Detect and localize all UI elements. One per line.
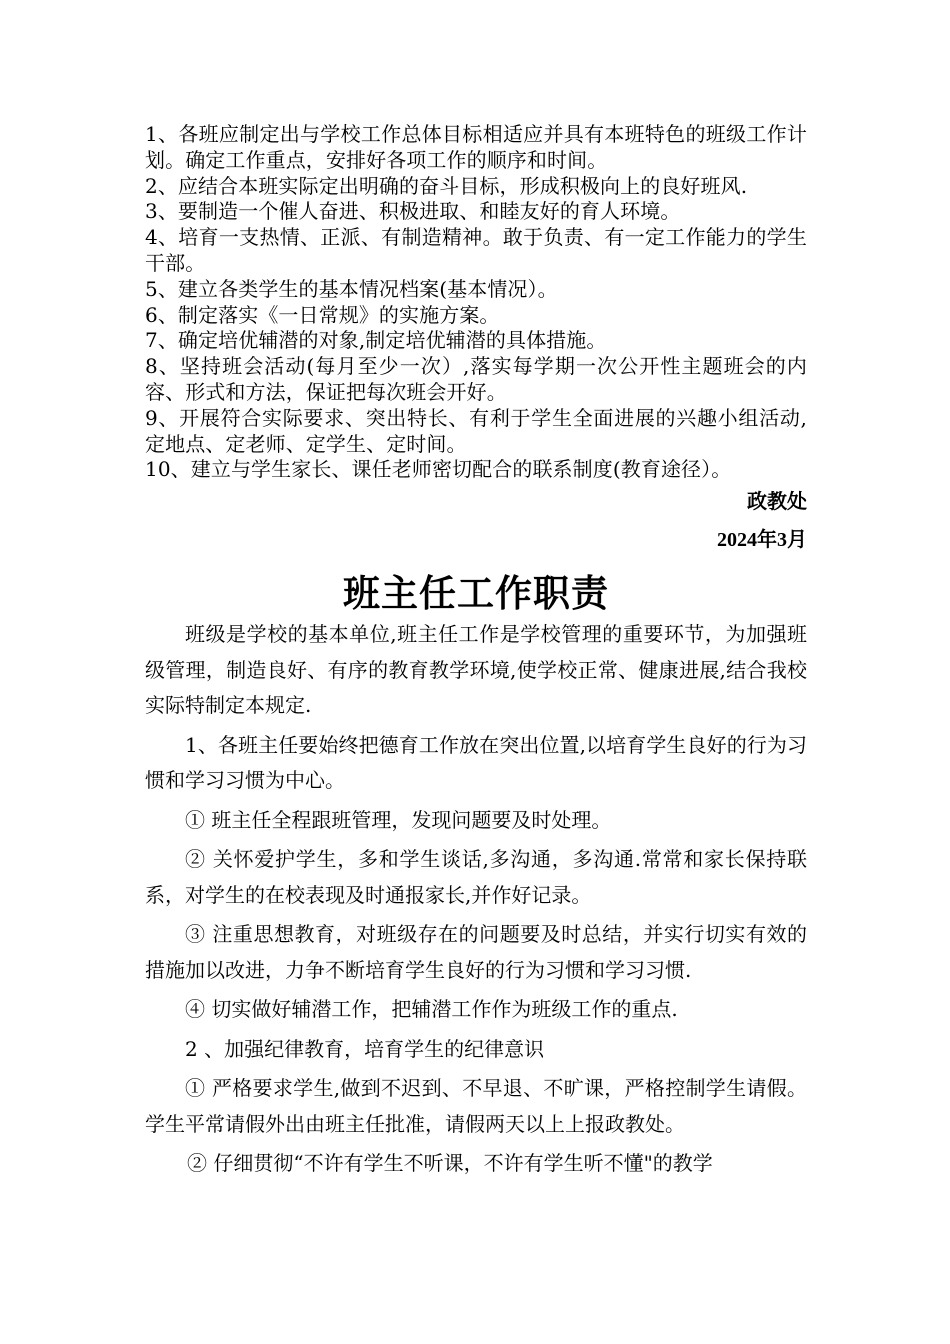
body-paragraph: 2 、加强纪律教育，培育学生的纪律意识	[185, 1036, 545, 1061]
body-paragraph: ④ 切实做好辅潜工作，把辅潜工作作为班级工作的重点.	[185, 997, 678, 1022]
body-paragraph: ① 严格要求学生,做到不迟到、不早退、不旷课，严格控制学生请假。学生平常请假外出由班主任批准，请假两天以上上报政教处。	[145, 1076, 807, 1136]
signature-office: 政教处	[747, 491, 807, 514]
list-item: 9、开展符合实际要求、突出特长、有利于学生全面进展的兴趣小组活动,定地点、定老师、定学生、定时间。	[145, 405, 807, 456]
document-title: 班主任工作职责	[343, 571, 609, 616]
list-item: 2、应结合本班实际定出明确的奋斗目标，形成积极向上的良好班风.	[145, 173, 748, 198]
list-item: 7、确定培优辅潜的对象,制定培优辅潜的具体措施。	[145, 328, 607, 353]
body-paragraph: ③ 注重思想教育，对班级存在的问题要及时总结，并实行切实有效的措施加以改进，力争不断培育学生良好的行为习惯和学习习惯.	[145, 922, 807, 982]
list-item: 8、坚持班会活动(每月至少一次）,落实每学期一次公开性主题班会的内容、形式和方法，保证把每次班会开好。	[145, 354, 807, 404]
intro-paragraph: 班级是学校的基本单位,班主任工作是学校管理的重要环节，为加强班级管理，制造良好、有序的教育教学环境,使学校正常、健康进展,结合我校实际特制定本规定.	[145, 622, 807, 718]
list-item: 1、各班应制定出与学校工作总体目标相适应并具有本班特色的班级工作计划。确定工作重点，安排好各项工作的顺序和时间。	[145, 122, 807, 172]
body-paragraph: 1、各班主任要始终把德育工作放在突出位置,以培育学生良好的行为习惯和学习习惯为中心。	[145, 732, 807, 793]
body-paragraph: ② 关怀爱护学生，多和学生谈话,多沟通，多沟通.常常和家长保持联系，对学生的在校表现及时通报家长,并作好记录。	[145, 847, 807, 907]
list-item: 3、要制造一个催人奋进、积极进取、和睦友好的育人环境。	[145, 199, 681, 224]
list-item: 6、制定落实《一日常规》的实施方案。	[145, 302, 500, 327]
signature-date: 2024年3月	[717, 529, 807, 552]
document-page	[145, 122, 807, 1182]
list-item: 10、建立与学生家长、课任老师密切配合的联系制度(教育途径）。	[145, 457, 732, 482]
class-work-list	[145, 122, 807, 483]
body-paragraph: ② 仔细贯彻“不许有学生不听课，不许有学生听不懂"的教学	[187, 1151, 713, 1176]
list-item: 4、培育一支热情、正派、有制造精神。敢于负责、有一定工作能力的学生干部。	[145, 225, 807, 275]
body-paragraph: ① 班主任全程跟班管理，发现问题要及时处理。	[185, 807, 612, 832]
list-item: 5、建立各类学生的基本情况档案(基本情况）。	[145, 276, 558, 301]
